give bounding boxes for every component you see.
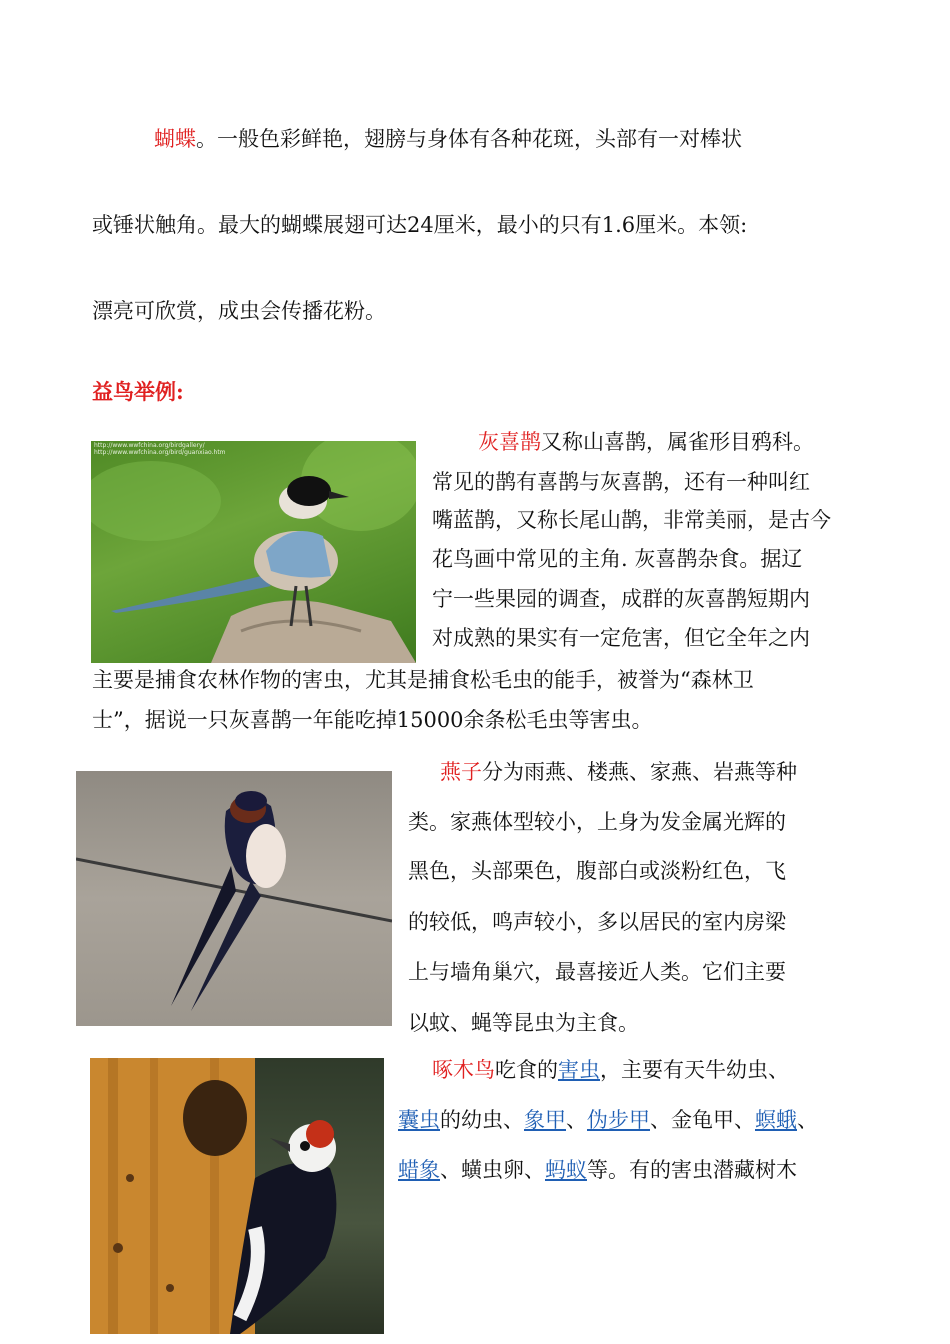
section-heading: 益鸟举例:: [92, 379, 184, 404]
magpie-line-4: 花鸟画中常见的主角. 灰喜鹊杂食。据辽: [432, 547, 803, 571]
woodpecker-line-2: 囊虫的幼虫、象甲、伪步甲、金龟甲、螟蛾、: [398, 1108, 818, 1132]
magpie-line-7: 主要是捕食农林作物的害虫，尤其是捕食松毛虫的能手，被誉为“森林卫: [92, 668, 754, 692]
swallow-term: 燕子: [440, 760, 482, 784]
magpie-line-1: 灰喜鹊又称山喜鹊，属雀形目鸦科。: [478, 430, 814, 454]
magpie-photo: [91, 441, 416, 663]
butterfly-term: 蝴蝶: [154, 127, 196, 151]
woodpecker-line-1: 啄木鸟吃食的害虫，主要有天牛幼虫、: [432, 1058, 789, 1082]
woodpecker-photo: [90, 1058, 384, 1334]
swallow-photo: [76, 771, 392, 1026]
swallow-line-3: 黑色，头部栗色，腹部白或淡粉红色，飞: [408, 859, 786, 883]
magpie-line-8: 士”，据说一只灰喜鹊一年能吃掉15000余条松毛虫等害虫。: [92, 708, 653, 732]
link-pseudo-beetle[interactable]: 伪步甲: [587, 1108, 650, 1132]
link-ant[interactable]: 蚂蚁: [545, 1158, 587, 1182]
swallow-line-5: 上与墙角巢穴，最喜接近人类。它们主要: [408, 960, 786, 984]
swallow-line-6: 以蚊、蝇等昆虫为主食。: [408, 1011, 639, 1035]
link-bagworm[interactable]: 囊虫: [398, 1108, 440, 1132]
swallow-line-2: 类。家燕体型较小，上身为发金属光辉的: [408, 810, 786, 834]
butterfly-paragraph: [92, 96, 872, 354]
link-curculio[interactable]: 蜡象: [398, 1158, 440, 1182]
woodpecker-line-3: 蜡象、蟥虫卵、蚂蚁等。有的害虫潜藏树木: [398, 1158, 797, 1182]
link-pest[interactable]: 害虫: [558, 1058, 600, 1082]
magpie-watermark: http://www.wwfchina.org/birdgallery/ http://www.wwfchina.org/bird/guanxiao.htm: [94, 442, 226, 456]
woodpecker-term: 啄木鸟: [432, 1058, 495, 1082]
magpie-line-3: 嘴蓝鹊，又称长尾山鹊，非常美丽，是古今: [432, 508, 831, 532]
magpie-line-6: 对成熟的果实有一定危害，但它全年之内: [432, 626, 810, 650]
magpie-line-5: 宁一些果园的调查，成群的灰喜鹊短期内: [432, 587, 810, 611]
magpie-line-2: 常见的鹊有喜鹊与灰喜鹊，还有一种叫红: [432, 470, 810, 494]
swallow-line-1: 燕子分为雨燕、楼燕、家燕、岩燕等种: [440, 760, 797, 784]
butterfly-line-3: 漂亮可欣赏，成虫会传播花粉。: [92, 299, 386, 323]
swallow-line-4: 的较低，鸣声较小，多以居民的室内房梁: [408, 910, 786, 934]
butterfly-line-2: 或锤状触角。最大的蝴蝶展翅可达24厘米，最小的只有1.6厘米。本领:: [92, 213, 748, 237]
link-moth[interactable]: 螟蛾: [755, 1108, 797, 1132]
butterfly-line-1: 蝴蝶。一般色彩鲜艳，翅膀与身体有各种花斑，头部有一对棒状: [154, 127, 742, 151]
magpie-term: 灰喜鹊: [478, 430, 541, 454]
link-weevil[interactable]: 象甲: [524, 1108, 566, 1132]
